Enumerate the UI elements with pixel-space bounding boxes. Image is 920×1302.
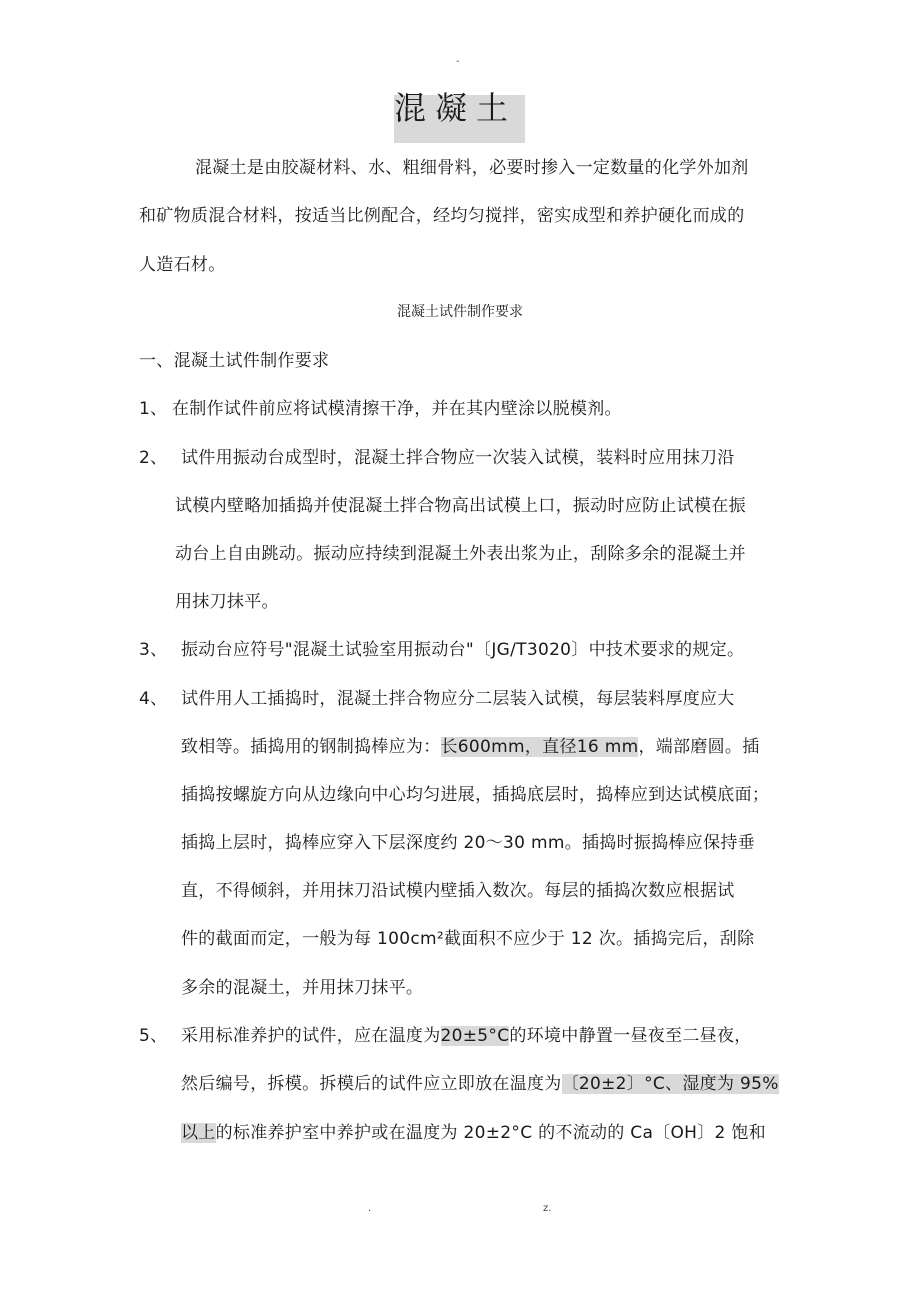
intro-line-3: 人造石材。 xyxy=(139,255,226,275)
item-1-line-1: 在制作试件前应将试模清擦干净，并在其内壁涂以脱模剂。 xyxy=(172,399,622,419)
item-4-line-5: 直，不得倾斜，并用抹刀沿试模内壁插入数次。每层的插捣次数应根据试 xyxy=(181,881,735,901)
item-5-line-1-tail: 的环境中静置一昼夜至二昼夜， xyxy=(509,1026,752,1046)
header-mark: - xyxy=(456,56,460,67)
item-5-number: 5、 xyxy=(139,1026,168,1046)
curing-condition-highlight: 〔20±2〕°C、湿度为 95% xyxy=(561,1074,779,1094)
section-heading: 一、混凝土试件制作要求 xyxy=(139,351,330,371)
item-5-line-2-text: 然后编号，拆模。拆模后的试件应立即放在温度为 xyxy=(181,1074,562,1094)
item-2-line-4: 用抹刀抹平。 xyxy=(175,592,279,612)
item-5-line-3 xyxy=(181,1122,766,1144)
item-5-line-2 xyxy=(181,1073,779,1095)
item-2-number: 2、 xyxy=(139,448,168,468)
subtitle: 混凝土试件制作要求 xyxy=(397,304,523,320)
footer-right-mark: z. xyxy=(543,1203,552,1214)
item-4-line-6: 件的截面而定，一般为每 100cm²截面积不应少于 12 次。插捣完后，刮除 xyxy=(181,929,755,949)
page-title: 混凝土 xyxy=(394,89,518,127)
item-2-line-3: 动台上自由跳动。振动应持续到混凝土外表出浆为止，刮除多余的混凝土并 xyxy=(175,544,746,564)
item-3-number: 3、 xyxy=(139,640,168,660)
temperature-highlight: 20±5°C xyxy=(440,1026,510,1046)
item-4-line-4: 插捣上层时，捣棒应穿入下层深度约 20～30 mm。插捣时振捣棒应保持垂 xyxy=(181,833,755,853)
item-4-line-2-text: 致相等。插捣用的钢制捣棒应为： xyxy=(181,737,441,757)
intro-line-1: 混凝土是由胶凝材料、水、粗细骨料，必要时掺入一定数量的化学外加剂 xyxy=(195,158,749,178)
item-4-number: 4、 xyxy=(139,689,168,709)
item-2-line-1: 试件用振动台成型时，混凝土拌合物应一次装入试模，装料时应用抹刀沿 xyxy=(181,448,735,468)
item-4-line-7: 多余的混凝土，并用抹刀抹平。 xyxy=(181,978,424,998)
item-5-line-1-text: 采用标准养护的试件，应在温度为 xyxy=(181,1026,441,1046)
item-4-line-3: 插捣按螺旋方向从边缘向中心均匀进展，插捣底层时，捣棒应到达试模底面； xyxy=(181,785,770,805)
item-4-line-2 xyxy=(181,736,760,758)
item-5-line-1 xyxy=(181,1025,752,1047)
footer-left-mark: . xyxy=(368,1203,372,1214)
intro-line-2: 和矿物质混合材料，按适当比例配合，经均匀搅拌，密实成型和养护硬化而成的 xyxy=(139,206,745,226)
item-1-number: 1、 xyxy=(139,399,168,419)
curing-condition-highlight-2: 以上 xyxy=(181,1123,216,1143)
item-2-line-2: 试模内壁略加插捣并使混凝土拌合物高出试模上口，振动时应防止试模在振 xyxy=(175,496,746,516)
item-4-line-2-tail: ，端部磨圆。插 xyxy=(638,737,760,757)
item-4-line-1: 试件用人工插捣时，混凝土拌合物应分二层装入试模，每层装料厚度应大 xyxy=(181,689,735,709)
item-5-line-3-tail: 的标准养护室中养护或在温度为 20±2°C 的不流动的 Ca〔OH〕2 饱和 xyxy=(215,1123,766,1143)
item-3-line-1: 振动台应符号"混凝土试验室用振动台"〔JG/T3020〕中技术要求的规定。 xyxy=(181,640,745,660)
rod-spec-highlight: 长600mm，直径16 mm xyxy=(440,737,639,757)
